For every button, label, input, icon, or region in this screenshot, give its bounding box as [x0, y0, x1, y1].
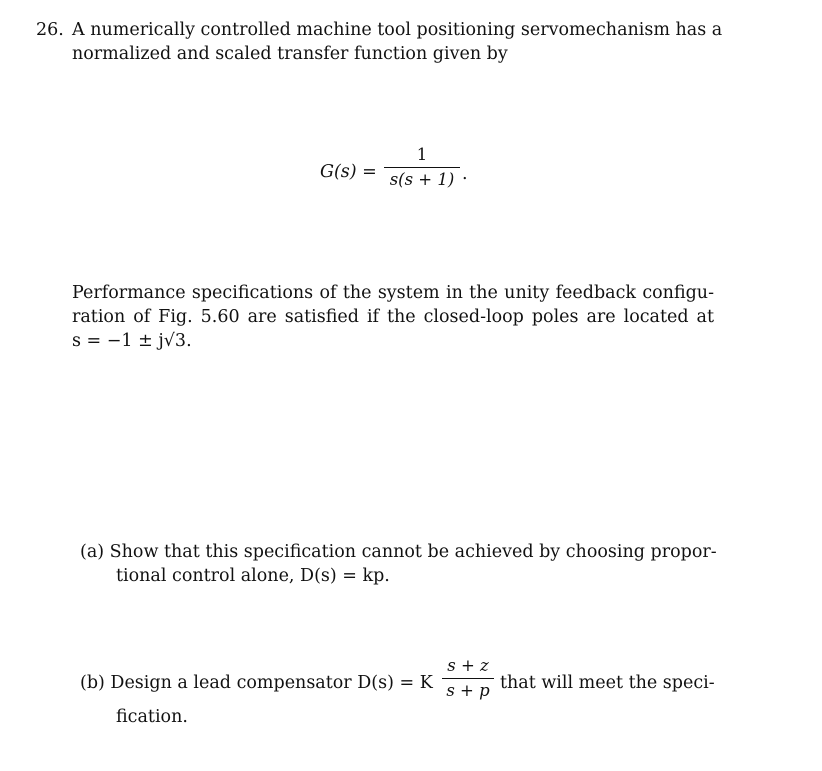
spec-line-1: Performance specifications of the system in the unity feedback configu- [72, 283, 714, 303]
lead-denominator: s + p [446, 681, 490, 700]
problem-number: 26. [36, 20, 64, 40]
equation-lhs: G(s) = [320, 162, 377, 182]
part-a-line-1: (a) Show that this specification cannot be achieved by choosing propor- [80, 542, 717, 562]
fraction-bar [442, 678, 494, 679]
part-a-line-2: tional control alone, D(s) = kp. [116, 566, 390, 586]
equation-fraction [384, 145, 460, 190]
equation-trailing: . [462, 164, 468, 184]
lead-numerator: s + z [447, 656, 489, 675]
spec-line-3: s = −1 ± j√3. [72, 331, 192, 351]
intro-line-2: normalized and scaled transfer function given by [72, 44, 508, 64]
part-b-lead: (b) Design a lead compensator D(s) = K [80, 673, 433, 693]
spec-line-2: ration of Fig. 5.60 are satisfied if the closed-loop poles are located at [72, 307, 714, 327]
lead-compensator-fraction [442, 656, 494, 701]
part-b-line-2: fication. [116, 707, 188, 727]
intro-line-1: A numerically controlled machine tool positioning servomechanism has a [72, 20, 723, 40]
equation-denominator: s(s + 1) [389, 170, 455, 189]
equation-numerator: 1 [416, 145, 428, 164]
fraction-bar [384, 167, 460, 168]
part-b-tail: that will meet the speci- [500, 673, 715, 693]
